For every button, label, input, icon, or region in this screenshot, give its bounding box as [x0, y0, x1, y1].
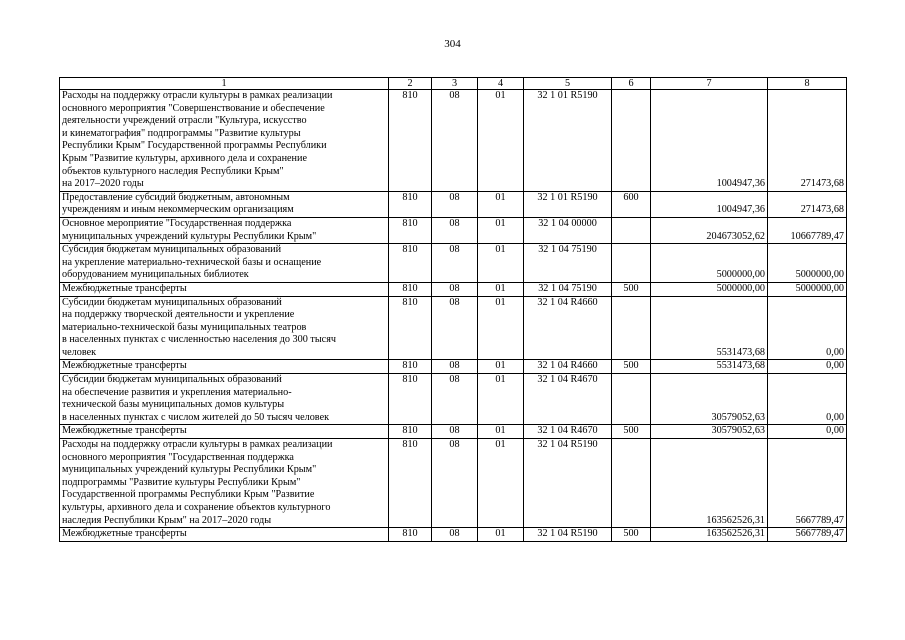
- section-code: 08: [432, 374, 478, 425]
- section-code: 08: [432, 191, 478, 217]
- amount-col7: 1004947,36: [651, 191, 768, 217]
- subsection-code: 01: [478, 360, 524, 374]
- ministry-code: 810: [389, 425, 432, 439]
- expense-type-code: 500: [612, 282, 651, 296]
- ministry-code: 810: [389, 360, 432, 374]
- amount-col7: 163562526,31: [651, 528, 768, 542]
- section-code: 08: [432, 425, 478, 439]
- ministry-code: 810: [389, 439, 432, 528]
- subsection-code: 01: [478, 90, 524, 192]
- amount-col8: 0,00: [768, 425, 847, 439]
- amount-col8: 0,00: [768, 374, 847, 425]
- amount-col7: 204673052,62: [651, 217, 768, 243]
- amount-col8: 5000000,00: [768, 244, 847, 283]
- target-article-code: 32 1 01 R5190: [524, 90, 612, 192]
- subsection-code: 01: [478, 425, 524, 439]
- subsection-code: 01: [478, 296, 524, 360]
- column-header: 8: [768, 78, 847, 90]
- amount-col8: 5667789,47: [768, 528, 847, 542]
- target-article-code: 32 1 04 R4670: [524, 374, 612, 425]
- section-code: 08: [432, 360, 478, 374]
- amount-col8: 271473,68: [768, 191, 847, 217]
- ministry-code: 810: [389, 217, 432, 243]
- section-code: 08: [432, 282, 478, 296]
- expense-type-code: 500: [612, 360, 651, 374]
- amount-col7: 5531473,68: [651, 296, 768, 360]
- table-row: [60, 296, 847, 360]
- ministry-code: 810: [389, 528, 432, 542]
- table-row: [60, 217, 847, 243]
- amount-col7: 1004947,36: [651, 90, 768, 192]
- column-header: 5: [524, 78, 612, 90]
- table-header-row: [60, 78, 847, 90]
- amount-col8: 0,00: [768, 360, 847, 374]
- target-article-code: 32 1 01 R5190: [524, 191, 612, 217]
- amount-col7: 163562526,31: [651, 439, 768, 528]
- row-description: Расходы на поддержку отрасли культуры в рамках реализации основного мероприятия "Государственная поддержка муниципальных учреждений культуры Республики Крым" подпрограммы "Развитие культуры Республики Крым" Государственной программы Республики Крым "Развитие культуры, архивного дела и сохранение объектов культурного наследия Республики Крым" на 2017–2020 годы: [60, 439, 389, 528]
- section-code: 08: [432, 439, 478, 528]
- table-row: [60, 425, 847, 439]
- ministry-code: 810: [389, 374, 432, 425]
- section-code: 08: [432, 296, 478, 360]
- row-description: Межбюджетные трансферты: [60, 360, 389, 374]
- section-code: 08: [432, 90, 478, 192]
- budget-table: [59, 77, 847, 542]
- row-description: Основное мероприятие "Государственная поддержка муниципальных учреждений культуры Республики Крым": [60, 217, 389, 243]
- section-code: 08: [432, 217, 478, 243]
- table-row: [60, 282, 847, 296]
- amount-col8: 271473,68: [768, 90, 847, 192]
- target-article-code: 32 1 04 R5190: [524, 528, 612, 542]
- expense-type-code: [612, 374, 651, 425]
- ministry-code: 810: [389, 282, 432, 296]
- column-header: 4: [478, 78, 524, 90]
- column-header: 7: [651, 78, 768, 90]
- target-article-code: 32 1 04 75190: [524, 244, 612, 283]
- ministry-code: 810: [389, 244, 432, 283]
- expense-type-code: [612, 244, 651, 283]
- row-description: Субсидии бюджетам муниципальных образований на обеспечение развития и укрепления материально- технической базы муниципальных домов культуры в населенных пунктах с числом жителей до 50 тысяч человек: [60, 374, 389, 425]
- row-description: Межбюджетные трансферты: [60, 282, 389, 296]
- table-row: [60, 439, 847, 528]
- target-article-code: 32 1 04 R4670: [524, 425, 612, 439]
- amount-col7: 30579052,63: [651, 374, 768, 425]
- subsection-code: 01: [478, 244, 524, 283]
- amount-col8: 10667789,47: [768, 217, 847, 243]
- expense-type-code: [612, 217, 651, 243]
- target-article-code: 32 1 04 75190: [524, 282, 612, 296]
- amount-col8: 5000000,00: [768, 282, 847, 296]
- expense-type-code: [612, 90, 651, 192]
- expense-type-code: 500: [612, 528, 651, 542]
- expense-type-code: 500: [612, 425, 651, 439]
- target-article-code: 32 1 04 R4660: [524, 360, 612, 374]
- table-row: [60, 360, 847, 374]
- amount-col7: 30579052,63: [651, 425, 768, 439]
- column-header: 2: [389, 78, 432, 90]
- subsection-code: 01: [478, 439, 524, 528]
- subsection-code: 01: [478, 191, 524, 217]
- page-number: 304: [444, 38, 461, 50]
- expense-type-code: [612, 296, 651, 360]
- target-article-code: 32 1 04 R4660: [524, 296, 612, 360]
- ministry-code: 810: [389, 296, 432, 360]
- subsection-code: 01: [478, 374, 524, 425]
- row-description: Предоставление субсидий бюджетным, автономным учреждениям и иным некоммерческим организациям: [60, 191, 389, 217]
- target-article-code: 32 1 04 00000: [524, 217, 612, 243]
- table-row: [60, 191, 847, 217]
- expense-type-code: [612, 439, 651, 528]
- row-description: Субсидии бюджетам муниципальных образований на поддержку творческой деятельности и укрепление материально-технической базы муниципальных театров в населенных пунктах с численностью населения до 300 тысяч человек: [60, 296, 389, 360]
- amount-col7: 5000000,00: [651, 244, 768, 283]
- table-row: [60, 528, 847, 542]
- row-description: Расходы на поддержку отрасли культуры в рамках реализации основного мероприятия "Совершенствование и обеспечение деятельности учреждений отрасли "Культура, искусство и кинематография" подпрограммы "Развитие культуры Республики Крым" Государственной программы Республики Крым "Развитие культуры, архивного дела и сохранение объектов культурного наследия Республики Крым" на 2017–2020 годы: [60, 90, 389, 192]
- amount-col7: 5000000,00: [651, 282, 768, 296]
- section-code: 08: [432, 244, 478, 283]
- subsection-code: 01: [478, 528, 524, 542]
- amount-col7: 5531473,68: [651, 360, 768, 374]
- ministry-code: 810: [389, 191, 432, 217]
- row-description: Субсидия бюджетам муниципальных образований на укрепление материально-технической базы и оснащение оборудованием муниципальных библиотек: [60, 244, 389, 283]
- column-header: 6: [612, 78, 651, 90]
- target-article-code: 32 1 04 R5190: [524, 439, 612, 528]
- table-row: [60, 244, 847, 283]
- section-code: 08: [432, 528, 478, 542]
- expense-type-code: 600: [612, 191, 651, 217]
- amount-col8: 5667789,47: [768, 439, 847, 528]
- row-description: Межбюджетные трансферты: [60, 528, 389, 542]
- ministry-code: 810: [389, 90, 432, 192]
- column-header: 1: [60, 78, 389, 90]
- subsection-code: 01: [478, 217, 524, 243]
- subsection-code: 01: [478, 282, 524, 296]
- amount-col8: 0,00: [768, 296, 847, 360]
- row-description: Межбюджетные трансферты: [60, 425, 389, 439]
- table-row: [60, 374, 847, 425]
- table-row: [60, 90, 847, 192]
- column-header: 3: [432, 78, 478, 90]
